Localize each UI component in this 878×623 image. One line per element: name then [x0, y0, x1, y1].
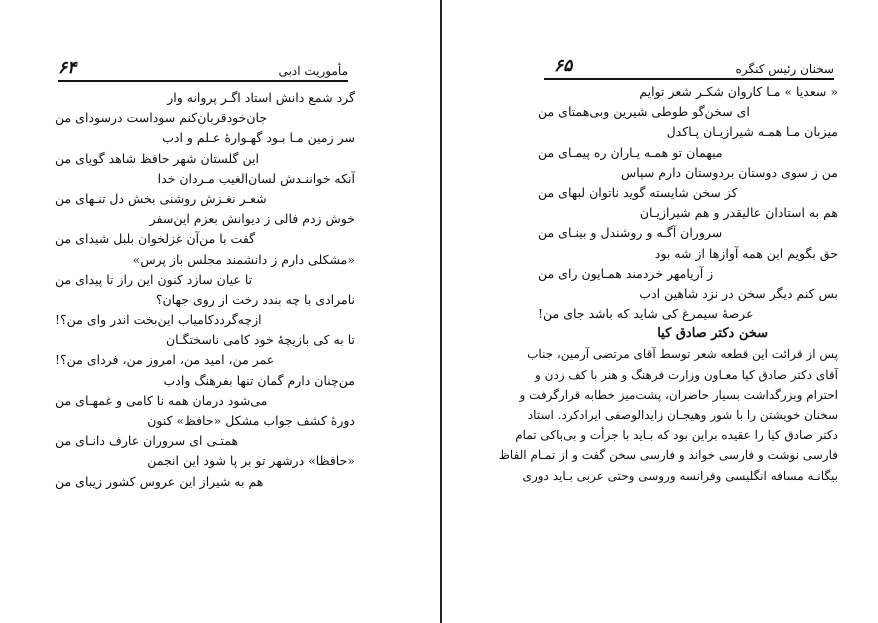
verse-line: من ز سوی دوستان بردوستان دارم سپاس: [621, 164, 838, 180]
verse-line: من‌چنان دارم گمان تنها بفرهنگ وادب: [163, 372, 355, 388]
verse-line: جان‌خودقربان‌کنم سوداست درسودای من: [55, 110, 268, 126]
section-heading: سخن دکتر صادق کیا: [657, 326, 768, 342]
header-rule: [544, 78, 834, 80]
verse-line: سر زمین مـا بـود گهـوارهٔ عـلم و ادب: [162, 130, 355, 146]
paragraph-line: احترام وبزرگداشت بسیار حاضران، پشت‌میز خطابه قرارگرفت و: [519, 387, 838, 402]
paragraph-line: پس از قرائت این قطعه شعر توسط آقای مرتضی آرمین، جناب: [527, 347, 838, 362]
verse-line: نامرادی با چه بندد رخت از روی جهان؟: [155, 291, 355, 307]
verse-line: میهمان تو همـه یـاران ره پیمـای من: [538, 144, 723, 160]
verse-line: میزبان مـا همـه شیرازیـان پـاکدل: [666, 124, 838, 140]
verse-line: هم به شیراز این عروس کشور زیبای من: [55, 473, 264, 489]
paragraph-line: بیگانـه مسافه انگلیسی وفرانسه وروسی وحتی عربی بـاید دوری: [522, 468, 838, 483]
verse-line: حق بگویم این همه آوازها از شه بود: [654, 245, 838, 261]
paragraph-line: فارسی نوشت و فارسی خواند و فارسی سخن گفت و از تمـام الفاظ: [498, 448, 838, 463]
left-page-header: [58, 56, 348, 78]
verse-line: گرد شمع دانش استاد اگـر پروانه وار: [167, 90, 355, 105]
book-spine: [440, 0, 442, 623]
paragraph-line: دکتر صادق کیا را عقیده براین بود که بـاید با جرأت و بی‌باکی تمام: [515, 428, 838, 443]
verse-line: ز آریامهر خردمند همـایون رای من: [538, 265, 714, 281]
verse-line: تا به کی بازیچهٔ خود کامی ناسختگـان: [165, 332, 355, 348]
verse-line: این گلستان شهر حافظ شاهد گویای من: [55, 150, 259, 166]
verse-line: عمر من، امید من، امروز من، فردای من؟!: [55, 352, 275, 368]
verse-line: سروران آگـه و روشندل و بینـای من: [538, 225, 723, 241]
right-page-text: [498, 82, 838, 486]
verse-line: ازچه‌گرددکامیاب این‌بخت اندر وای من؟!: [55, 312, 262, 328]
verse-line: همتـی ای سروران عارف دانـای من: [55, 433, 239, 449]
verse-line: بس کنم دیگر سخن در نزد شاهین ادب: [639, 285, 838, 301]
page-number: ۶۵: [554, 56, 573, 76]
verse-line: خوش زدم فالی ز دیوانش بعزم این‌سفر: [149, 211, 355, 227]
verse-line: عرصهٔ سیمرغ کی شاید که باشد جای من!: [538, 306, 754, 322]
running-title: مأموریت ادبی: [278, 64, 348, 78]
paragraph-line: سخنان خویشتن را با شور وهیجـان زایدالوصفی ایرادکرد. استاد: [527, 408, 838, 422]
header-rule: [58, 80, 348, 82]
page-number: ۶۴: [58, 58, 77, 78]
verse-line: «مشکلی دارم ز دانشمند مجلس باز پرس»: [132, 251, 355, 267]
verse-line: ای سخن‌گو طوطی شیرین وبی‌همتای من: [538, 104, 750, 120]
verse-line: کز سخن شایسته گوید ناتوان لبهای من: [538, 184, 738, 200]
verse-line: تا عیان سازد کنون این راز تا پیدای من: [55, 271, 253, 287]
verse-line: شعـر نغـزش روشنی بخش دل تنـهای من: [55, 190, 267, 206]
verse-line: گفت با من‌آن غزلخوان بلبل شیدای من: [55, 231, 256, 247]
verse-line: «حافظا» درشهر تو بر پا شود این انجمن: [147, 453, 355, 469]
verse-line: آنکه خواننـدش لسان‌الغیب مـردان خدا: [157, 170, 355, 186]
paragraph-line: آقای دکتر صادق کیا معـاون وزارت فرهنگ و هنر با کف زدن و: [535, 367, 838, 382]
verse-line: دورهٔ کشف جواب مشکل «حافظ» کنون: [147, 413, 355, 428]
verse-line: هم به استادان عالیقدر و هم شیرازیـان: [639, 205, 838, 221]
right-page-header: [554, 54, 834, 76]
right-page: [444, 0, 878, 623]
left-page-text: [55, 88, 355, 492]
verse-line: « سعدیا » مـا کاروان شکـر شعر توایم: [639, 84, 838, 99]
running-title: سخنان رئیس کنگره: [735, 62, 834, 76]
verse-line: می‌شود درمان همه نا کامی و غمهـای من: [55, 392, 268, 408]
